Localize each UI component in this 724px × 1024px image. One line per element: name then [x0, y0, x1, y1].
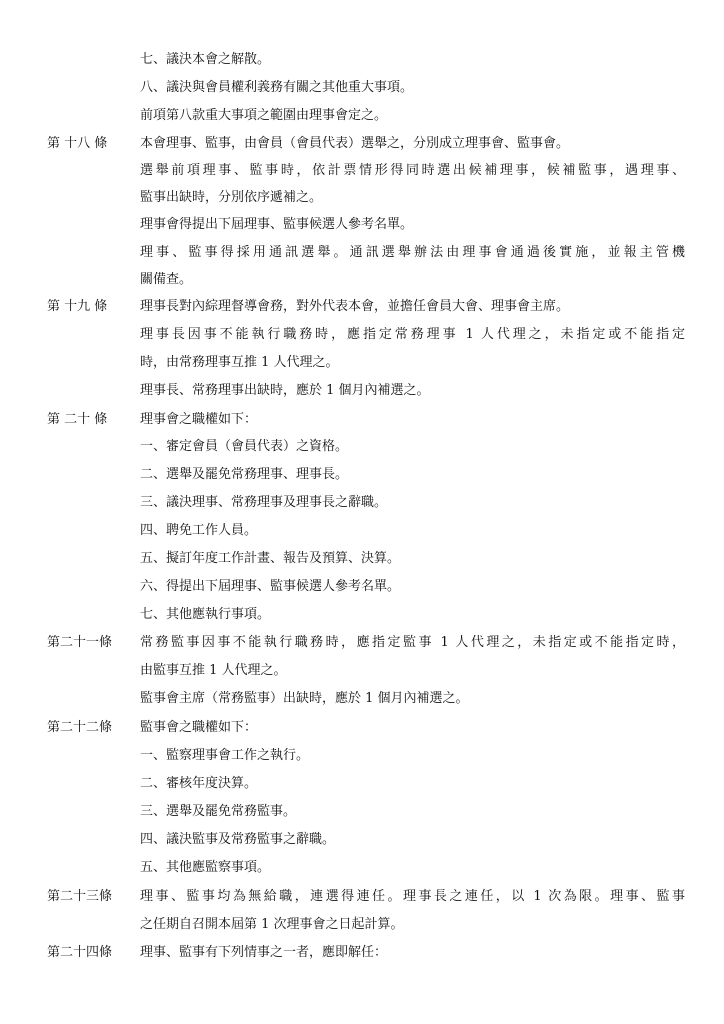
text-line	[0, 632, 724, 654]
line-text: 理事、監事均為無給職，連選得連任。理事長之連任，以 1 次為限。理事、監事	[140, 889, 685, 904]
text-line	[0, 77, 724, 99]
text-line	[0, 548, 724, 570]
text-line	[0, 857, 724, 879]
text-line	[0, 942, 724, 964]
line-text: 四、聘免工作人員。	[140, 523, 258, 538]
text-line	[0, 49, 724, 71]
text-line	[0, 214, 724, 236]
article-label: 第 二十 條	[47, 412, 108, 427]
text-line	[0, 576, 724, 598]
line-text: 三、議決理事、常務理事及理事長之辭職。	[140, 495, 388, 510]
article-label: 第 十九 條	[47, 299, 108, 314]
text-line	[0, 464, 724, 486]
text-line	[0, 296, 724, 318]
line-text: 四、議決監事及常務監事之辭職。	[140, 832, 336, 847]
line-text: 監事會主席（常務監事）出缺時，應於 1 個月內補選之。	[140, 691, 469, 706]
line-text: 七、議決本會之解散。	[140, 52, 271, 67]
text-line	[0, 324, 724, 346]
text-line	[0, 773, 724, 795]
line-text: 理事長對內綜理督導會務，對外代表本會，並擔任會員大會、理事會主席。	[140, 299, 570, 314]
line-text: 之任期自召開本屆第 1 次理事會之日起計算。	[140, 917, 404, 932]
line-text: 三、選舉及罷免常務監事。	[140, 804, 297, 819]
text-line	[0, 436, 724, 458]
line-text: 關備查。	[140, 272, 193, 287]
text-line	[0, 688, 724, 710]
article-label: 第二十三條	[47, 889, 113, 904]
line-text: 前項第八款重大事項之範圍由理事會定之。	[140, 108, 388, 123]
line-text: 監事會之職權如下：	[140, 720, 258, 735]
article-label: 第二十四條	[47, 945, 113, 960]
line-text: 理事會得提出下屆理事、監事候選人參考名單。	[140, 217, 414, 232]
text-line	[0, 133, 724, 155]
line-text: 二、審核年度決算。	[140, 776, 258, 791]
article-label: 第二十二條	[47, 720, 113, 735]
text-line	[0, 242, 724, 264]
text-line	[0, 914, 724, 936]
line-text: 八、議決與會員權利義務有關之其他重大事項。	[140, 80, 414, 95]
line-text: 理事、監事有下列情事之一者，應即解任：	[140, 945, 388, 960]
article-label: 第 十八 條	[47, 136, 108, 151]
line-text: 一、監察理事會工作之執行。	[140, 748, 310, 763]
text-line	[0, 492, 724, 514]
line-text: 理事長因事不能執行職務時，應指定常務理事 1 人代理之，未指定或不能指定	[140, 327, 685, 342]
text-line	[0, 409, 724, 431]
line-text: 理事會之職權如下：	[140, 412, 258, 427]
text-line	[0, 745, 724, 767]
text-line	[0, 660, 724, 682]
text-line	[0, 886, 724, 908]
line-text: 本會理事、監事，由會員（會員代表）選舉之，分別成立理事會、監事會。	[140, 136, 570, 151]
line-text: 常務監事因事不能執行職務時，應指定監事 1 人代理之，未指定或不能指定時，	[140, 635, 685, 650]
line-text: 六、得提出下屆理事、監事候選人參考名單。	[140, 579, 401, 594]
text-line	[0, 105, 724, 127]
article-label: 第二十一條	[47, 635, 113, 650]
line-text: 五、其他應監察事項。	[140, 860, 271, 875]
text-line	[0, 717, 724, 739]
line-text: 理事、監事得採用通訊選舉。通訊選舉辦法由理事會通過後實施，並報主管機	[140, 245, 685, 260]
line-text: 監事出缺時，分別依序遞補之。	[140, 190, 323, 205]
text-line	[0, 801, 724, 823]
line-text: 二、選舉及罷免常務理事、理事長。	[140, 467, 349, 482]
text-line	[0, 269, 724, 291]
line-text: 一、審定會員（會員代表）之資格。	[140, 439, 349, 454]
text-line	[0, 160, 724, 182]
line-text: 七、其他應執行事項。	[140, 607, 271, 622]
text-line	[0, 380, 724, 402]
line-text: 理事長、常務理事出缺時，應於 1 個月內補選之。	[140, 383, 430, 398]
line-text: 選舉前項理事、監事時，依計票情形得同時選出候補理事，候補監事，遇理事、	[140, 163, 685, 178]
text-line	[0, 520, 724, 542]
line-text: 由監事互推 1 人代理之。	[140, 663, 287, 678]
text-line	[0, 604, 724, 626]
text-line	[0, 187, 724, 209]
line-text: 時，由常務理事互推 1 人代理之。	[140, 355, 339, 370]
text-line	[0, 352, 724, 374]
line-text: 五、擬訂年度工作計畫、報告及預算、決算。	[140, 551, 401, 566]
text-line	[0, 829, 724, 851]
